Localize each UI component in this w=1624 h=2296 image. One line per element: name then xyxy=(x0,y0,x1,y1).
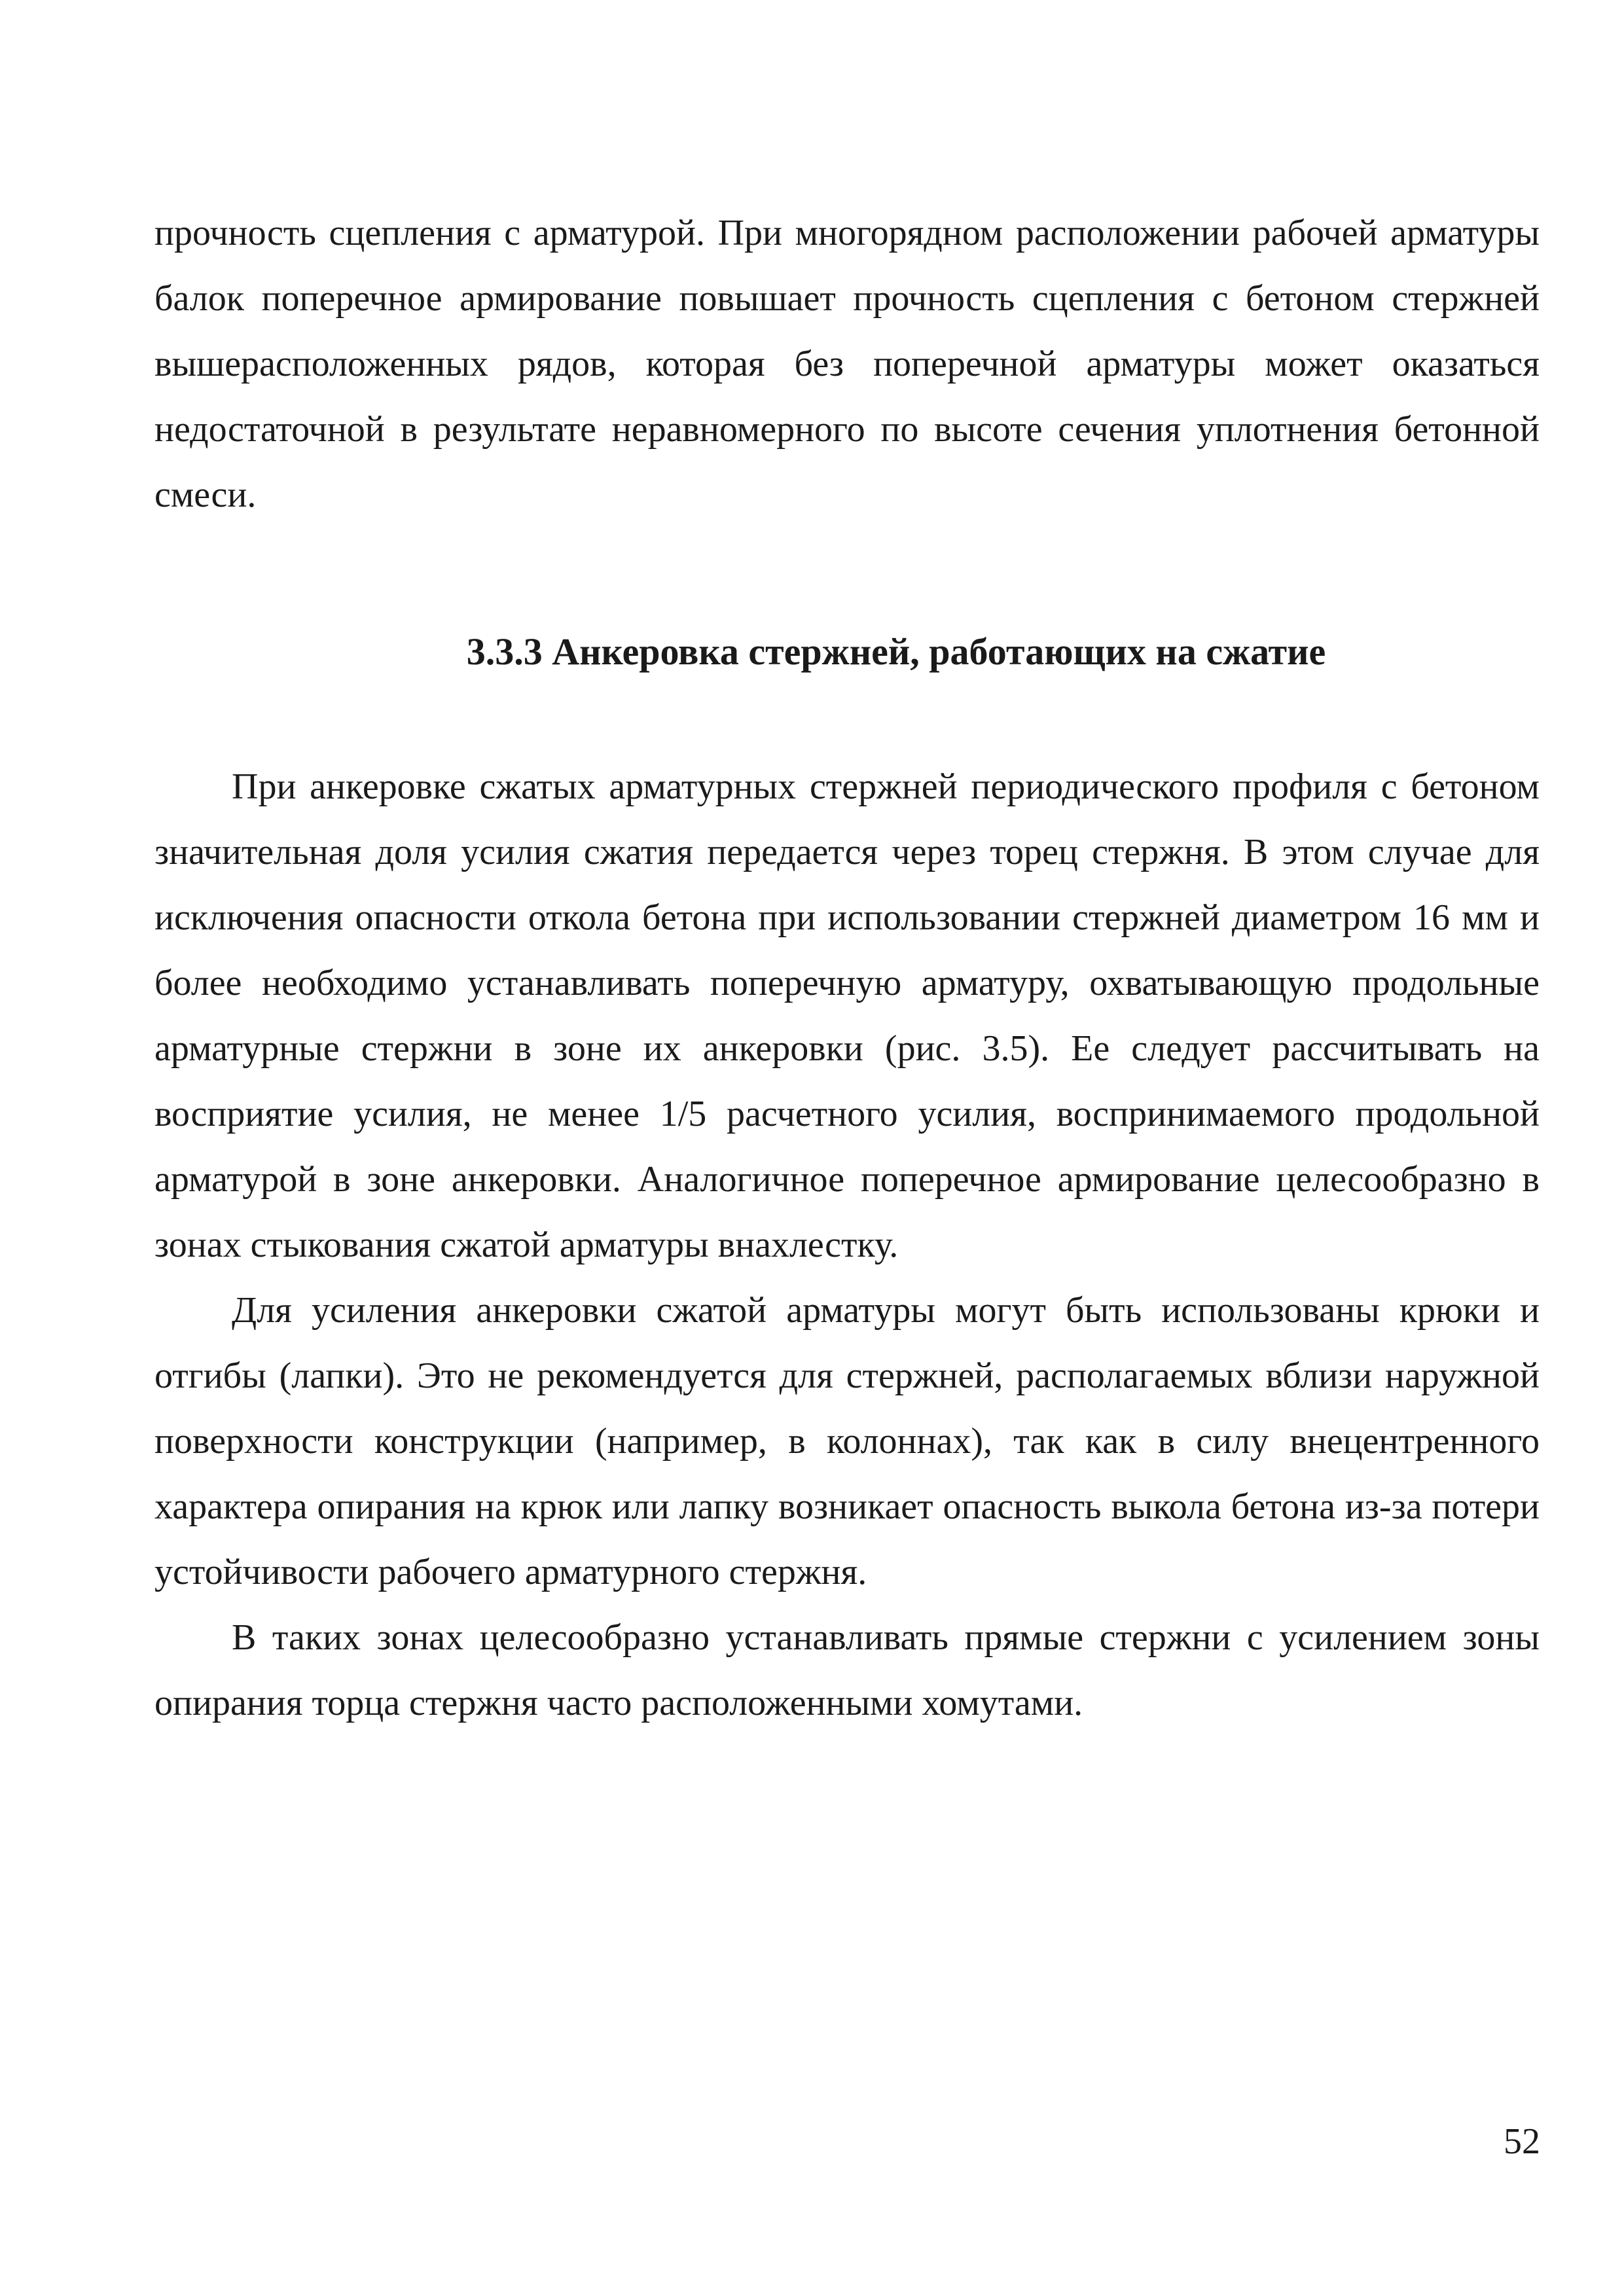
section-body xyxy=(154,754,1540,1736)
body-paragraph: Для усиления анкеровки сжатой арматуры могут быть использованы крюки и отгибы (лапки). Это не рекомендуется для стержней, располагаемых вблизи наружной поверхности конструкции (например, в колоннах), так как в силу внецентренного характера опирания на крюк или лапку возникает опасность выкола бетона из-за потери устойчивости рабочего арматурного стержня. xyxy=(154,1290,1540,1592)
body-paragraph: В таких зонах целесообразно устанавливать прямые стержни с усилением зоны опирания торца стержня часто расположенными хомутами. xyxy=(154,1617,1540,1723)
section-heading: 3.3.3 Анкеровка стержней, работающих на сжатие xyxy=(466,630,1326,673)
body-paragraph: При анкеровке сжатых арматурных стержней периодического профиля с бетоном значительная доля усилия сжатия передается через торец стержня. В этом случае для исключения опасности откола бетона при использовании стержней диаметром 16 мм и более необходимо устанавливать поперечную арматуру, охватывающую продольные арматурные стержни в зоне их анкеровки (рис. 3.5). Ее следует рассчитывать на восприятие усилия, не менее 1/5 расчетного усилия, воспринимаемого продольной арматурой в зоне анкеровки. Аналогичное поперечное армирование целесообразно в зонах стыкования сжатой арматуры внахлестку. xyxy=(154,766,1540,1265)
intro-text-block xyxy=(154,200,1540,528)
page-number: 52 xyxy=(1504,2121,1540,2162)
intro-paragraph: прочность сцепления с арматурой. При многорядном расположении рабочей арматуры балок поперечное армирование повышает прочность сцепления с бетоном стержней вышерасположенных рядов, которая без поперечной арматуры может оказаться недостаточной в результате неравномерного по высоте сечения уплотнения бетонной смеси. xyxy=(154,213,1540,515)
